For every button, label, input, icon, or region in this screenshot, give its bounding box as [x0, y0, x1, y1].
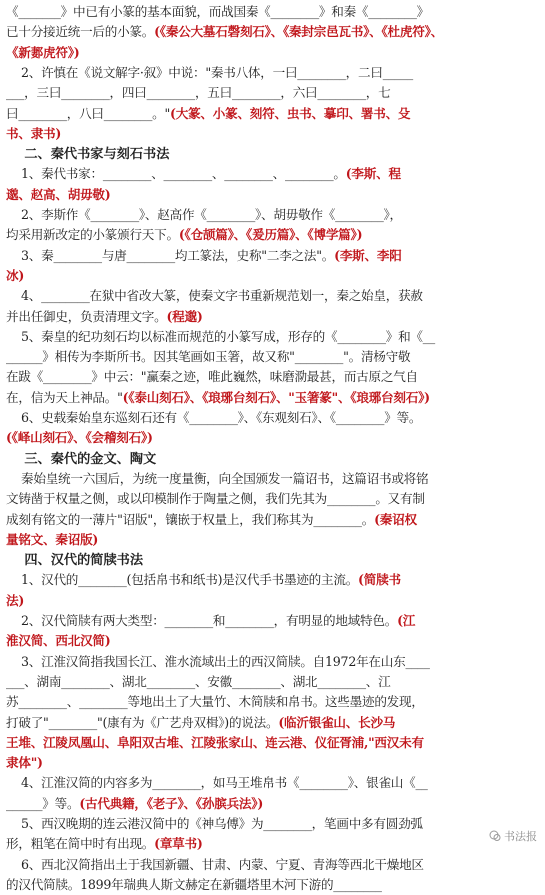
text-line [6, 530, 98, 550]
text-line [6, 570, 401, 590]
text-line [6, 22, 443, 42]
text-line [6, 652, 430, 672]
text-line [6, 164, 401, 184]
text-line [6, 367, 418, 387]
answer-text: (简牍书 [358, 572, 401, 588]
question-text: 2、李斯作《________》、赵高作《________》、胡毋敬作《________》， [6, 207, 402, 222]
question-text: 5、秦皇的纪功刻石均以标准而规范的小篆写成，形存的《________》和《__ [6, 328, 435, 344]
question-text: 2、汉代简牍有两大类型：________和________，有明显的地域特色。 [6, 613, 398, 628]
text-line [6, 205, 402, 225]
answer-text: 书、隶书) [6, 125, 62, 141]
question-text: 均采用新改定的小篆颁行天下。 [6, 227, 179, 243]
question-text: 3、秦________与唐________均工篆法，史称"二李之法"。 [6, 247, 335, 263]
section-heading: 二、秦代书家与刻石书法 [6, 147, 170, 163]
text-line [6, 510, 417, 530]
answer-text: (《峄山刻石》、《会稽刻石》) [6, 430, 153, 446]
answer-text: (《秦公大墓石磬刻石》、《秦封宗邑瓦书》、《杜虎符》、 [154, 24, 443, 40]
watermark-text: 书法报 [504, 830, 537, 843]
text-line [6, 611, 415, 631]
answer-text: (秦诏权 [374, 511, 417, 527]
text-line [6, 550, 143, 570]
text-line [6, 428, 153, 448]
answer-text: 法) [6, 592, 25, 608]
question-text: 秦始皇统一六国后，为统一度量衡，向全国颁发一篇诏书，这篇诏书或将铭 [6, 470, 429, 486]
answer-text: 王堆、江陵凤凰山、阜阳双古堆、江陵张家山、连云港、仪征胥浦,"西汉未有 [6, 734, 424, 750]
text-line [6, 104, 410, 124]
answer-text: 邈、赵高、胡毋敬) [6, 186, 111, 202]
question-text: 1、秦代书家：________、________、________、________。 [6, 166, 346, 182]
section-heading: 三、秦代的金文、陶文 [6, 451, 157, 467]
text-line [6, 672, 390, 692]
question-text: 6、西北汉简指出土于我国新疆、甘肃、内蒙、宁夏、青海等西北干燥地区 [6, 856, 424, 872]
question-text: 4、________在狱中省改大篆，使秦文字书重新规范划一，秦之始皇，获赦 [6, 288, 423, 304]
text-line [6, 225, 362, 245]
text-line [6, 875, 382, 895]
question-text: 并出任御史，负责清理文字。 [6, 308, 167, 324]
question-text: 已十分接近统一后的小篆。 [6, 24, 155, 40]
answer-text: (江 [397, 613, 416, 628]
answer-text: (章草书) [154, 836, 203, 852]
question-text: 苏________、________等地出土了大量竹、木简牍和帛书。这些墨迹的发现， [6, 694, 424, 710]
question-text: 4、江淮汉简的内容多为________，如马王堆帛书《________》、银雀山《__ [6, 775, 428, 791]
text-line [6, 388, 430, 408]
question-text: ______》相传为李斯所书。因其笔画如玉箸，故又称"________"。清杨守敬 [6, 349, 411, 365]
question-text: 6、史载秦始皇东巡刻石还有《________》、《东观刻石》、《________》等。 [6, 410, 422, 425]
text-line [6, 246, 402, 266]
answer-text: (临沂银雀山、长沙马 [278, 714, 396, 730]
question-text: 打破了"________"(康有为《广艺舟双楫》)的说法。 [6, 714, 279, 730]
answer-text: (古代典籍，《老子》、《孙膑兵法》) [79, 795, 264, 811]
question-text: 形，粗笔在简中时有出现。 [6, 836, 155, 852]
text-line [6, 753, 43, 773]
text-line [6, 733, 424, 753]
answer-text: 隶体") [6, 755, 43, 771]
text-line [6, 449, 156, 469]
text-line [6, 713, 395, 733]
answer-text: (程邈) [166, 308, 203, 324]
answer-text: (大篆、小篆、刻符、虫书、摹印、署书、殳 [170, 105, 411, 121]
answer-text: 冰) [6, 267, 25, 283]
text-line [6, 855, 424, 875]
watermark [489, 828, 537, 844]
question-text: 曰________，八曰________。" [6, 105, 171, 121]
text-line [6, 83, 390, 103]
question-text: 5、西汉晚期的连云港汉简中的《神乌傅》为________，笔画中多有圆劲弧 [6, 816, 423, 831]
text-line [6, 2, 429, 22]
answer-text: (李斯、李阳 [334, 247, 402, 263]
text-line [6, 489, 425, 509]
question-text: 在，信为天上神品。" [6, 389, 123, 405]
question-text: 2、许慎在《说文解字·叙》中说："秦书八体，一曰________，二曰_____ [6, 64, 413, 80]
question-text: 1、汉代的________(包括帛书和纸书)是汉代手书墨迹的主流。 [6, 572, 359, 588]
text-line [6, 185, 110, 205]
question-text: 文铸凿于权量之侧，或以印模制作于陶量之侧，我们先其为________。又有制 [6, 491, 425, 507]
wechat-icon [489, 830, 501, 842]
question-text: ______》等。 [6, 795, 80, 811]
text-line [6, 144, 169, 164]
answer-text: 《新郪虎符》) [6, 44, 80, 60]
section-heading: 四、汉代的简牍书法 [6, 553, 144, 569]
question-text: 《_______》中已有小篆的基本面貌，而战国秦《________》和秦《________》 [6, 4, 429, 19]
text-line [6, 591, 24, 611]
text-line [6, 327, 435, 347]
text-line [6, 834, 203, 854]
question-text: 的汉代简牍。1899年瑞典人斯文赫定在新疆塔里木河下游的________ [6, 876, 382, 892]
text-line [6, 347, 410, 367]
text-line [6, 692, 424, 712]
question-text: ___、湖南________、湖北________、安徽________、湖北________、江 [6, 673, 391, 689]
answer-text: 量铭文、秦诏版) [6, 531, 99, 547]
text-line [6, 124, 61, 144]
question-text: 3、江淮汉简指我国长江、淮水流域出土的西汉简牍。自1972年在山东____ [6, 653, 430, 669]
text-line [6, 63, 413, 83]
text-line [6, 408, 421, 428]
text-line [6, 794, 263, 814]
text-line [6, 266, 24, 286]
text-line [6, 814, 423, 834]
answer-text: (李斯、程 [345, 166, 401, 182]
answer-text: (《泰山刻石》、《琅琊台刻石》、"玉箸篆"、《琅琊台刻石》) [122, 389, 430, 405]
answer-text: 淮汉简、西北汉简) [6, 633, 111, 649]
text-line [6, 469, 428, 489]
text-line [6, 43, 79, 63]
question-text: 在跋《________》中云："赢秦之迹，唯此巍然，味磨泐最甚，而古原之气自 [6, 369, 418, 385]
text-line [6, 773, 428, 793]
question-text: 成刻有铭文的一薄片"诏版"，镶嵌于权量上，我们称其为________。 [6, 511, 375, 527]
answer-text: (《仓颉篇》、《爰历篇》、《博学篇》) [178, 227, 363, 243]
text-line [6, 307, 203, 327]
text-line [6, 631, 110, 651]
question-text: ___，三曰________，四曰________，五曰________，六曰________，七 [6, 85, 391, 101]
text-line [6, 286, 423, 306]
